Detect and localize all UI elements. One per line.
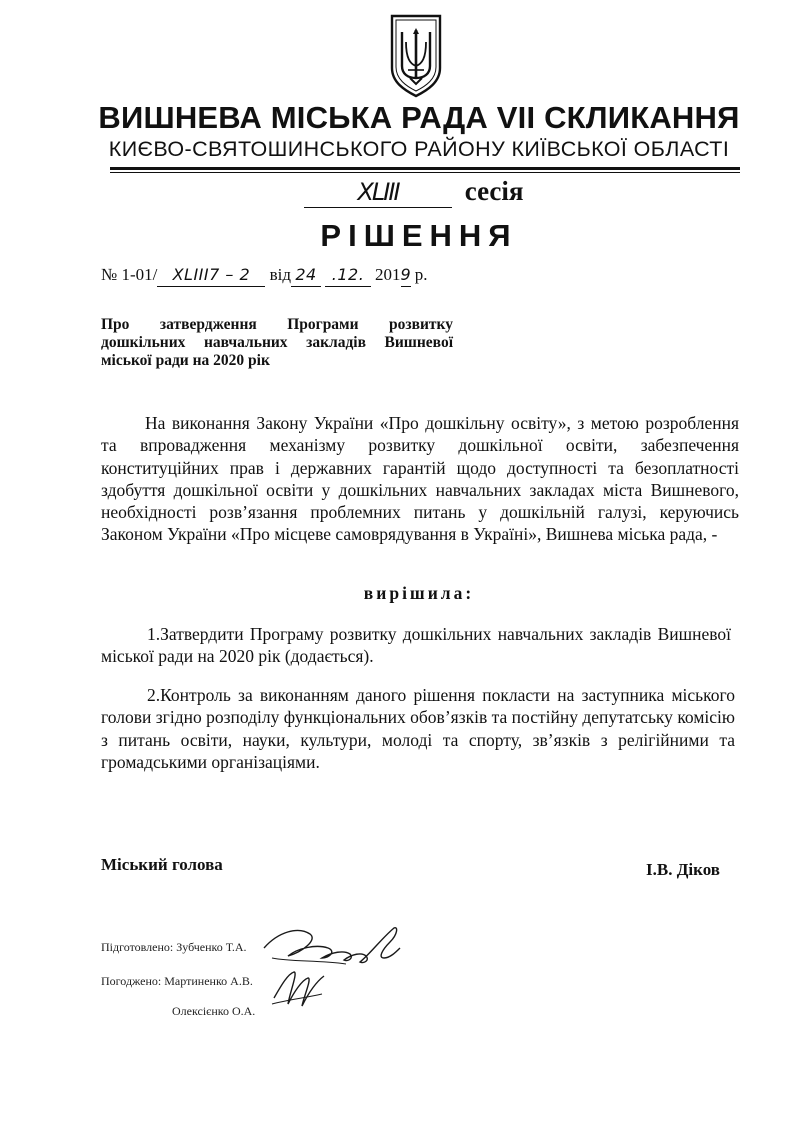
preamble-paragraph: На виконання Закону України «Про дошкільну освіту», з метою розроблення та впровадження механізму розвитку дошкільної освіти, забезпечення конституційних прав і державних гарантій щодо доступності та безоплатності здобуття дошкільної освіти у дошкільних навчальних закладах міста Вишневого, необхідності розв’язання проблемних питань у дошкільній галузі, керуючись Законом України «Про місцеве самоврядування в Україні», Вишнева міська рада, - <box>101 413 739 545</box>
signatory-name: І.В. Діков <box>646 860 720 879</box>
year-digit: 9 <box>401 264 411 287</box>
header-rule <box>110 167 740 170</box>
resolution-item-2: 2.Контроль за виконанням даного рішення покласти на заступника міського голови згідно розподілу функціональних обов’язків та постійну депутатську комісію з питань освіти, науки, культури, молоді та спорту, зв’язків з релігійними та громадськими організаціями. <box>101 685 735 772</box>
header-rule-thin <box>110 172 740 173</box>
resolved-label: вирішила: <box>363 583 475 603</box>
handwritten-initials-icon <box>268 964 328 1014</box>
date-month: .12. <box>325 264 371 287</box>
year-prefix: 201 <box>375 265 401 284</box>
decision-number: XLIII7 – 2 <box>157 264 265 287</box>
agreed-by: Погоджено: Мартиненко А.В. <box>101 974 253 988</box>
year-suffix: р. <box>414 265 428 284</box>
decision-subject: Про затвердження Програми розвитку дошкільних навчальних закладів Вишневої міської ради на 2020 рік <box>101 316 453 369</box>
date-day: 24 <box>291 264 321 287</box>
resolution-item-1: 1.Затвердити Програму розвитку дошкільних навчальних закладів Вишневої міської ради на 2020 рік (додається). <box>101 624 731 667</box>
council-name: ВИШНЕВА МІСЬКА РАДА VII СКЛИКАННЯ <box>98 100 740 135</box>
trident-coat-of-arms-icon <box>388 12 444 98</box>
number-prefix: № 1-01/ <box>101 265 158 284</box>
date-from-label: від <box>269 265 292 284</box>
session-line <box>304 176 523 208</box>
session-label: сесія <box>464 176 524 206</box>
prepared-by: Підготовлено: Зубченко Т.А. <box>101 940 247 954</box>
agreed-by-2: Олексієнко О.А. <box>172 1004 256 1018</box>
council-district: КИЄВО-СВЯТОШИНСЬКОГО РАЙОНУ КИЇВСЬКОЇ ОБЛАСТІ <box>108 137 730 161</box>
decision-title: РІШЕННЯ <box>320 218 518 253</box>
signatory-title: Міський голова <box>101 855 223 874</box>
session-number: XLIII <box>304 177 452 208</box>
decision-number-line <box>101 264 428 287</box>
